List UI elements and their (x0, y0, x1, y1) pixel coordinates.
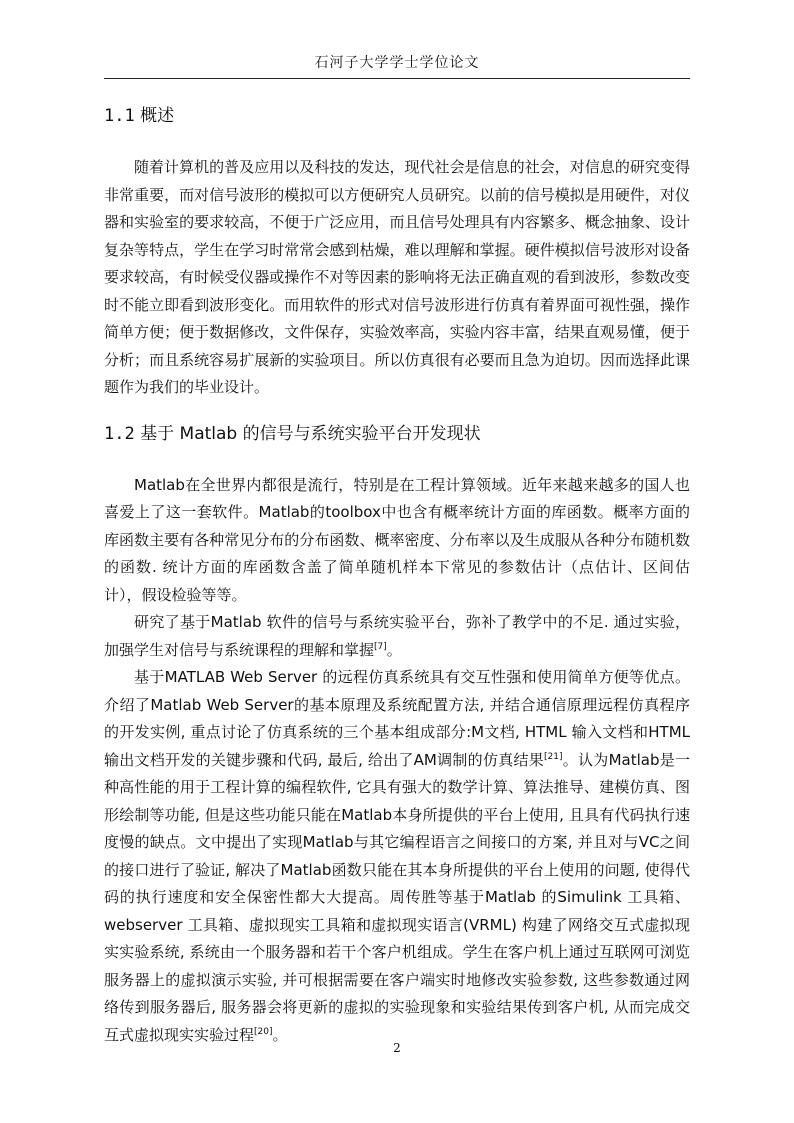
paragraph: 随着计算机的普及应用以及科技的发达，现代社会是信息的社会，对信息的研究变得非常重要，而对信号波形的模拟可以方便研究人员研究。以前的信号模拟是用硬件，对仪器和实验室的要求较高，不便于广泛应用，而且信号处理具有内容繁多、概念抽象、设计复杂等特点，学生在学习时常常会感到枯燥，难以理解和掌握。硬件模拟信号波形对设备要求较高，有时候受仪器或操作不对等因素的影响将无法正确直观的看到波形，参数改变时不能立即看到波形变化。而用软件的形式对信号波形进行仿真有着界面可视性强，操作简单方便；便于数据修改，文件保存，实验效率高，实验内容丰富，结果直观易懂，便于分析；而且系统容易扩展新的实验项目。所以仿真很有必要而且急为迫切。因而选择此课题作为我们的毕业设计。 (104, 158, 690, 396)
citation-ref: [21] (544, 751, 563, 762)
citation-ref: [20] (254, 1026, 273, 1037)
paragraph-text: 基于MATLAB Web Server 的远程仿真系统具有交互性强和使用简单方便等优点。介绍了Matlab Web Server的基本原理及系统配置方法, 并结合通信原理远程仿真程序的开发实例, 重点讨论了仿真系统的三个基本组成部分:M文档, HTML 输入文档和HTML输出文档开发的关键步骤和代码, 最后, 给出了AM调制的仿真结果 (104, 668, 690, 769)
document-body (104, 104, 690, 1049)
paragraph: Matlab在全世界内都很是流行，特别是在工程计算领域。近年来越来越多的国人也喜爱上了这一套软件。Matlab的toolbox中也含有概率统计方面的库函数。概率方面的库函数主要有各种常见分布的分布函数、概率密度、分布率以及生成服从各种分布随机数的函数. 统计方面的库函数含盖了简单随机样本下常见的参数估计（点估计、区间估计），假设检验等等。 (104, 475, 690, 604)
section-number: 1.2 (104, 423, 135, 444)
section-title-text: 概述 (140, 106, 175, 126)
page-header-title: 石河子大学学士学位论文 (314, 55, 480, 71)
paragraph-text: 。 (272, 1025, 288, 1044)
section-heading-1-1 (104, 104, 690, 128)
section-title-text: 基于 Matlab 的信号与系统实验平台开发现状 (140, 423, 481, 444)
section-number: 1.1 (104, 106, 135, 126)
paragraph-text: 研究了基于Matlab 软件的信号与系统实验平台，弥补了教学中的不足. 通过实验，加强学生对信号与系统课程的理解和掌握 (104, 613, 690, 659)
header-divider (104, 78, 690, 79)
paragraph-text: 。认为Matlab是一种高性能的用于工程计算的编程软件, 它具有强大的数学计算、算法推导、建模仿真、图形绘制等功能, 但是这些功能只能在Matlab本身所提供的平台上使用, 且具有代码执行速度慢的缺点。文中提出了实现Matlab与其它编程语言之间接口的方案, 并且对与VC之间的接口进行了验证, 解决了Matlab函数只能在其本身所提供的平台上使用的问题, 使得代码的执行速度和安全保密性都大大提高。周传胜等基于Matlab 的Simulink 工具箱、webserver 工具箱、虚拟现实工具箱和虚拟现实语言(VRML) 构建了网络交互式虚拟现实实验系统, 系统由一个服务器和若干个客户机组成。学生在客户机上通过互联网可浏览服务器上的虚拟演示实验, 并可根据需要在客户端实时地修改实验参数, 这些参数通过网络传到服务器后, 服务器会将更新的虚拟的实验现象和实验结果传到客户机, 从而完成交互式虚拟现实实验过程 (104, 750, 690, 1044)
page-number: 2 (393, 1041, 401, 1055)
citation-ref: [7] (374, 641, 387, 652)
paragraph (104, 664, 690, 1049)
section-heading-1-2 (104, 422, 690, 446)
paragraph: 研究了基于Matlab 软件的信号与系统实验平台，弥补了教学中的不足. 通过实验，加强学生对信号与系统课程的理解和掌握[7]。 (104, 613, 690, 659)
